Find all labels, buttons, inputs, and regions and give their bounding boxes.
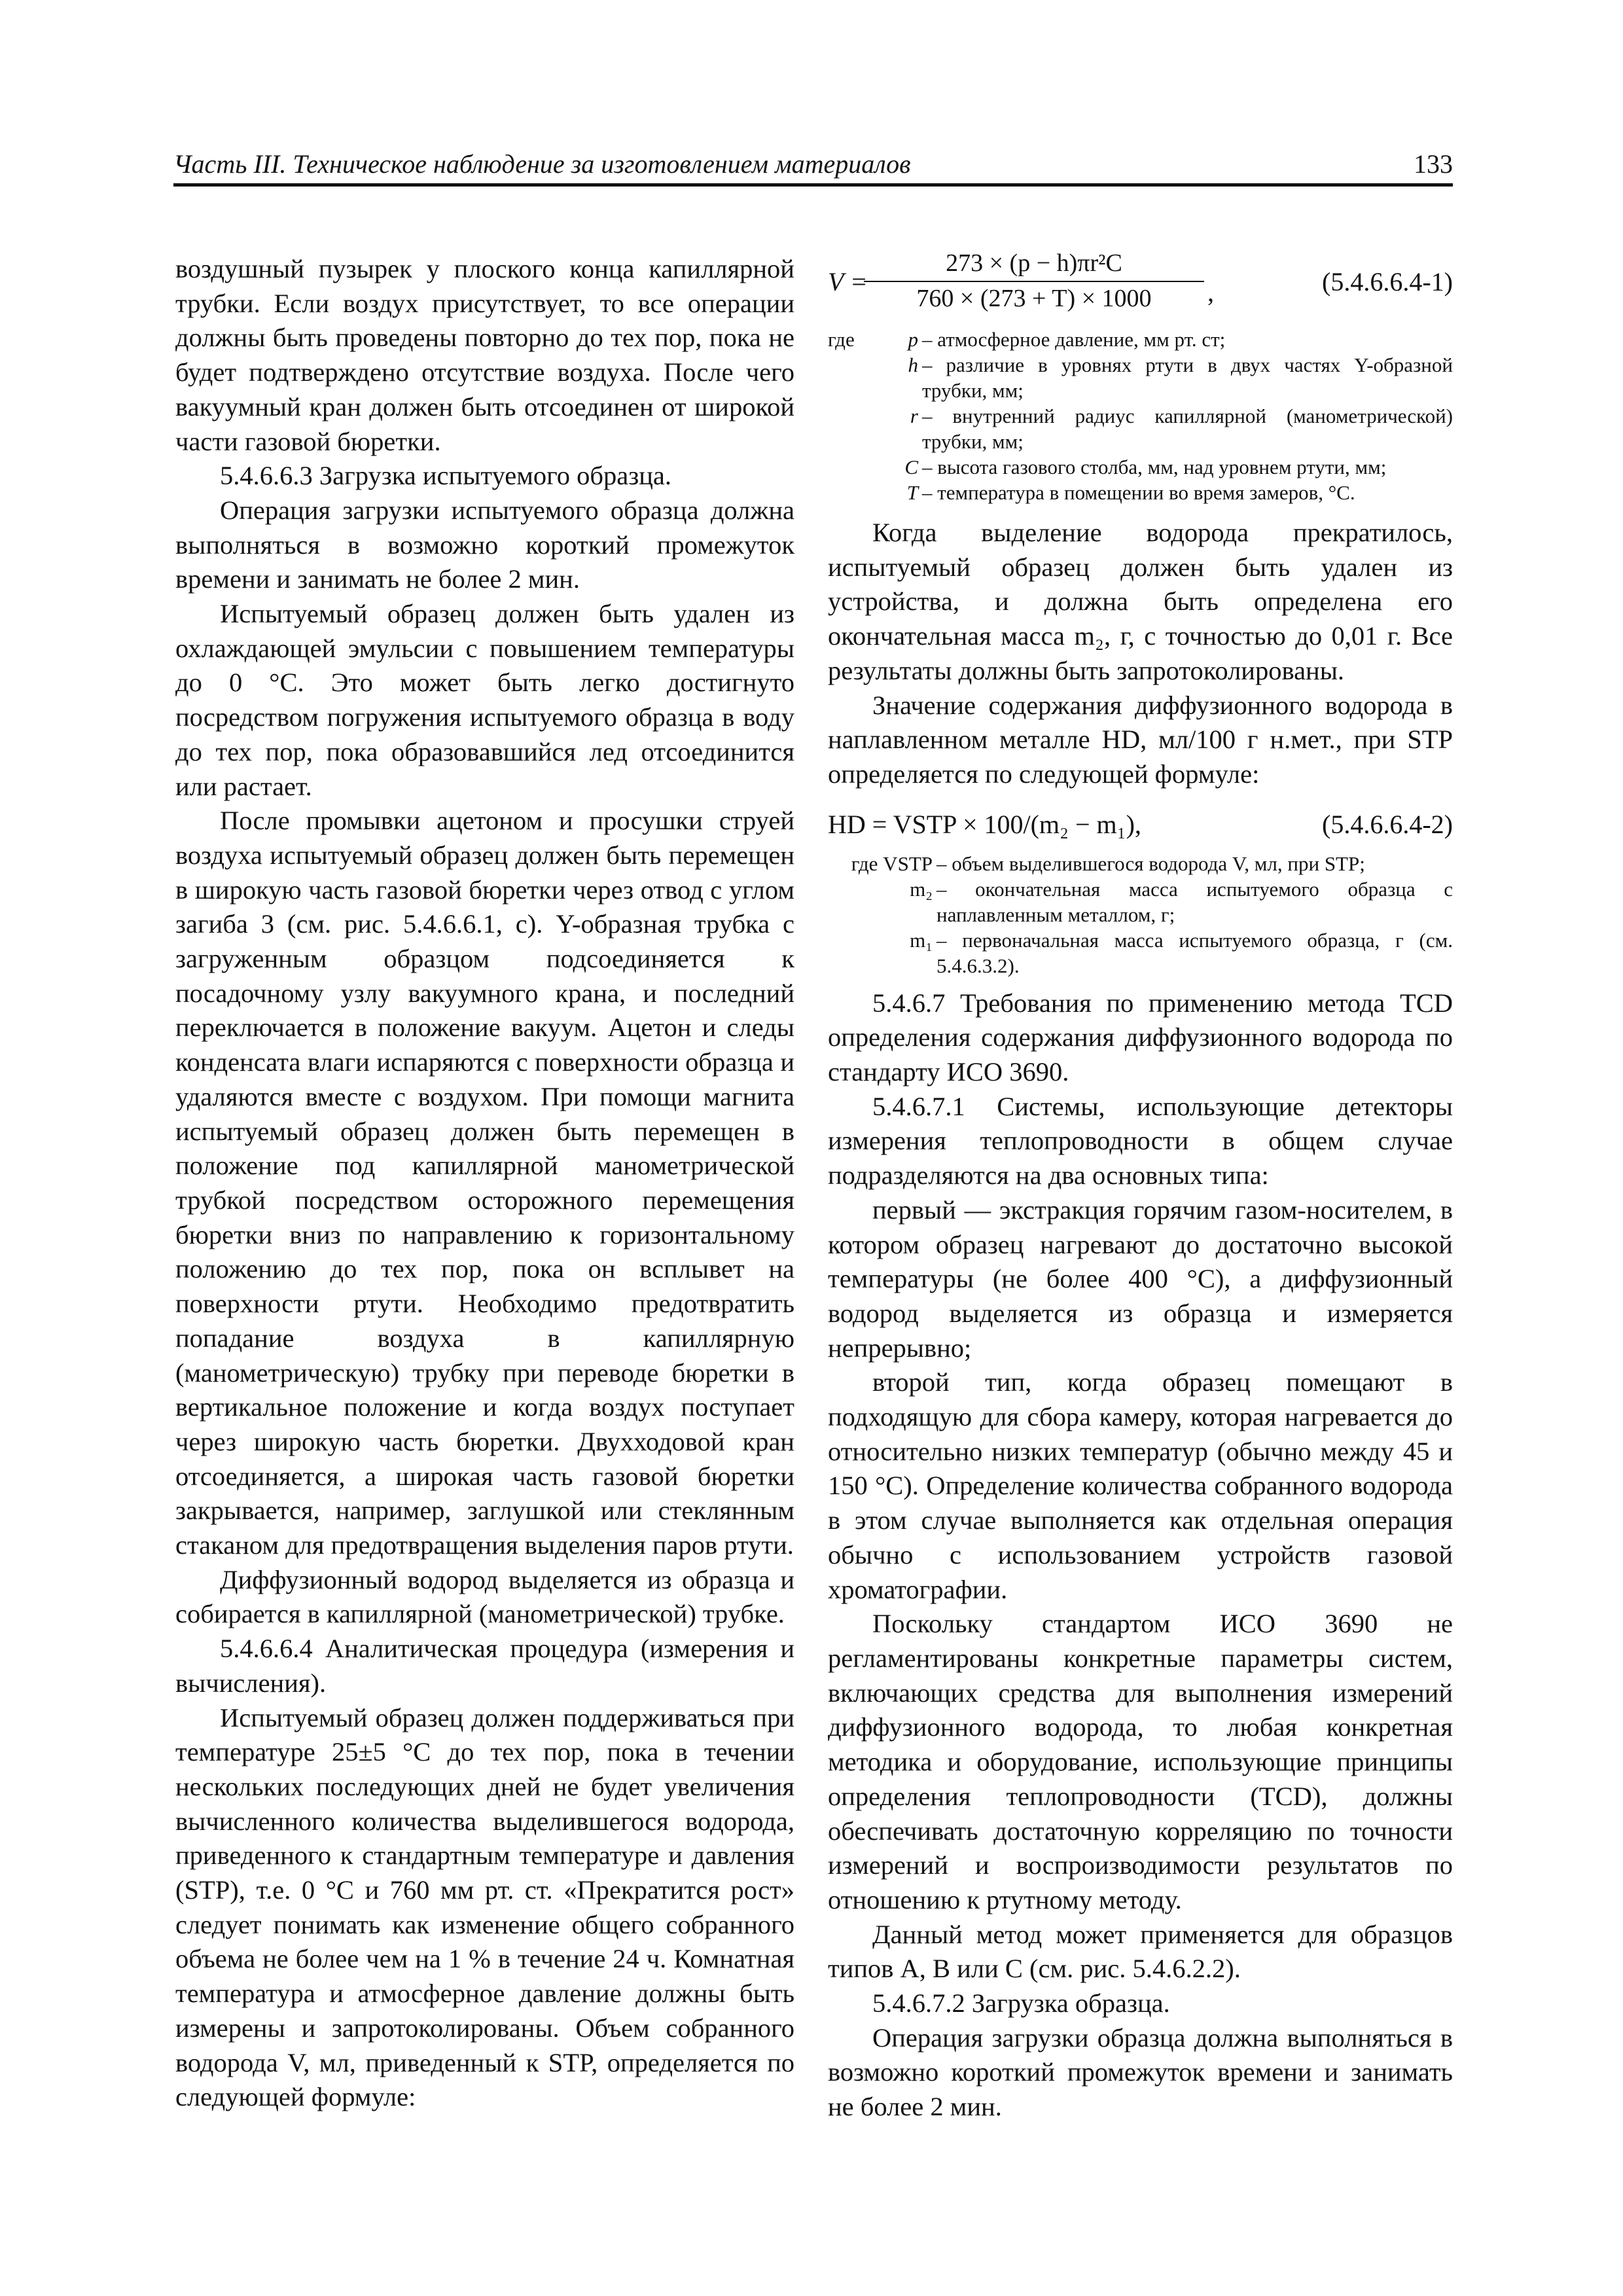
where-label: где xyxy=(828,328,855,351)
paragraph: Данный метод может применяется для образцов типов А, В или С (см. рис. 5.4.6.2.2). xyxy=(828,1919,1453,1984)
definition-row xyxy=(828,851,1453,876)
paragraph: Операция загрузки испытуемого образца должна выполняться в возможно короткий промежуток времени и занимать не более 2 мин. xyxy=(175,495,794,594)
definition-symbol: T xyxy=(906,481,918,504)
paragraph: первый — экстракция горячим газом-носителем, в котором образец нагревают до достаточно высокой температуры (не более 400 °С), а диффузионный водород выделяется из образца и измеряется непрерывно; xyxy=(828,1194,1453,1363)
running-header xyxy=(173,137,1453,187)
formula-definitions xyxy=(828,327,1453,505)
paragraph: Значение содержания диффузионного водорода в наплавленном металле HD, мл/100 г н.мет., при STP определяется по следующей формуле: xyxy=(828,690,1453,789)
definition-symbol: где VSTP xyxy=(851,852,933,875)
definition-symbol: m₂ xyxy=(910,877,933,901)
definition-text: – внутренний радиус капиллярной (манометрической) трубки, мм; xyxy=(922,404,1453,453)
formula-denominator: 760 × (273 + T) × 1000 xyxy=(864,281,1204,315)
definition-row xyxy=(828,480,1453,505)
left-column xyxy=(175,252,794,2115)
section-heading: 5.4.6.6.4 Аналитическая процедура (измерения и вычисления). xyxy=(175,1634,794,1698)
paragraph: Операция загрузки образца должна выполняться в возможно короткий промежуток времени и занимать не более 2 мин. xyxy=(828,2022,1453,2122)
definition-row xyxy=(828,927,1453,978)
definition-row xyxy=(828,327,1453,352)
formula-number: (5.4.6.6.4-2) xyxy=(1322,809,1453,839)
right-column xyxy=(828,249,1453,2125)
formula-fraction xyxy=(864,247,1204,315)
definition-text: – окончательная масса испытуемого образца с наплавленным металлом, г; xyxy=(936,877,1453,926)
section-heading: 5.4.6.7.1 Системы, использующие детекторы измерения теплопроводности в общем случае подразделяются на два основных типа: xyxy=(828,1091,1453,1191)
paragraph: Когда выделение водорода прекратилось, испытуемый образец должен быть удален из устройства, и должна быть определена его окончательная масса m₂, г, с точностью до 0,01 г. Все результаты должны быть запротоколированы. xyxy=(828,518,1453,685)
definition-text: – температура в помещении во время замеров, °С. xyxy=(922,481,1355,504)
definition-text: – различие в уровнях ртути в двух частях Y-образной трубки, мм; xyxy=(922,353,1453,402)
definition-symbol: m₁ xyxy=(910,928,933,952)
page-number: 133 xyxy=(1414,149,1453,179)
definition-text: – атмосферное давление, мм рт. ст; xyxy=(922,328,1226,351)
formula-volume xyxy=(828,247,1453,325)
definition-row xyxy=(828,403,1453,454)
definition-text: – объем выделившегося водорода V, мл, при STP; xyxy=(936,852,1365,875)
paragraph: воздушный пузырек у плоского конца капиллярной трубки. Если воздух присутствует, то все операции должны быть проведены повторно до тех пор, пока не будет подтверждено отсутствие воздуха. После чего вакуумный кран должен быть отсоединен от широкой части газовой бюретки. xyxy=(175,254,794,456)
paragraph: Испытуемый образец должен поддерживаться при температуре 25±5 °С до тех пор, пока в течении нескольких последующих дней не будет увеличения вычисленного количества выделившегося водорода, приведенного к стандартным температуре и давления (STP), т.е. 0 °С и 760 мм рт. ст. «Прекратится рост» следует понимать как изменение общего собранного объема не более чем на 1 % в течение 24 ч. Комнатная температура и атмосферное давление должны быть измерены и запротоколированы. Объем собранного водорода V, мл, приведенный к STP, определяется по следующей формуле: xyxy=(175,1702,794,2112)
definition-symbol: r xyxy=(910,404,918,427)
definition-text: – первоначальная масса испытуемого образца, г (см. 5.4.6.3.2). xyxy=(936,928,1453,977)
paragraph: второй тип, когда образец помещают в подходящую для сбора камеру, которая нагревается до относительно низких температур (обычно между 45 и 150 °С). Определение количества собранного водорода в этом случае выполняется как отдельная операция обычно с использованием устройств газовой хроматографии. xyxy=(828,1367,1453,1604)
definition-symbol: p xyxy=(908,328,918,351)
paragraph: Испытуемый образец должен быть удален из охлаждающей эмульсии с повышением температуры до 0 °С. Это может быть легко достигнуто посредством погружения испытуемого образца в воду до тех пор, пока образовавшийся лед отсоединится или растает. xyxy=(175,599,794,801)
definition-row xyxy=(828,352,1453,403)
formula-numerator: 273 × (p − h)πr²C xyxy=(946,249,1122,277)
formula-comma: , xyxy=(1207,278,1214,307)
definition-symbol: C xyxy=(904,456,918,478)
running-title: Часть III. Техническое наблюдение за изготовлением материалов xyxy=(173,149,911,179)
definition-text: – высота газового столба, мм, над уровнем ртути, мм; xyxy=(922,456,1387,478)
definition-row xyxy=(828,876,1453,927)
definition-row xyxy=(828,454,1453,480)
definition-symbol: h xyxy=(908,353,918,376)
paragraph: После промывки ацетоном и просушки струей воздуха испытуемый образец должен быть перемещен в широкую часть газовой бюретки через отвод с углом загиба 3 (см. рис. 5.4.6.6.1, с). Y-образная трубка с загруженным образцом подсоединяется к посадочному узлу вакуумного крана, и последний переключается в положение вакуум. Ацетон и следы конденсата влаги испаряются с поверхности образца и удаляются вместе с воздухом. При помощи магнита испытуемый образец должен быть перемещен в положение под капиллярной манометрической трубкой посредством осторожного перемещения бюретки вниз по направлению к горизонтальному положению до тех пор, пока он всплывет на поверхности ртути. Необходимо предотвратить попадание воздуха в капиллярную (манометрическую) трубку при переводе бюретки в вертикальное положение и когда воздух поступает через широкую часть бюретки. Двухходовой кран отсоединяется, а широкая часть газовой бюретки закрывается, например, заглушкой или стеклянным стаканом для предотвращения выделения паров ртути. xyxy=(175,806,794,1560)
section-heading: 5.4.6.7.2 Загрузка образца. xyxy=(872,1988,1170,2018)
paragraph: Поскольку стандартом ИСО 3690 не регламентированы конкретные параметры систем, включающих средства для выполнения измерений диффузионного водорода, то любая конкретная методика и оборудование, использующие принципы определения теплопроводности (TCD), должны обеспечивать достаточную корреляцию по точности измерений и воспроизводимости результатов по отношению к ртутному методу. xyxy=(828,1609,1453,1914)
formula-definitions xyxy=(828,851,1453,978)
paragraph: Диффузионный водород выделяется из образца и собирается в капиллярной (манометрической) трубке. xyxy=(175,1564,794,1629)
formula-lhs: V = xyxy=(828,267,868,296)
section-heading: 5.4.6.6.3 Загрузка испытуемого образца. xyxy=(220,461,671,491)
formula-expression: HD = VSTP × 100/(m₂ − m₁), xyxy=(828,809,1141,839)
formula-number: (5.4.6.6.4-1) xyxy=(1322,267,1453,296)
formula-hydrogen-content xyxy=(828,805,1453,847)
section-heading: 5.4.6.7 Требования по применению метода TCD определения содержания диффузионного водорода по стандарту ИСО 3690. xyxy=(828,988,1453,1087)
